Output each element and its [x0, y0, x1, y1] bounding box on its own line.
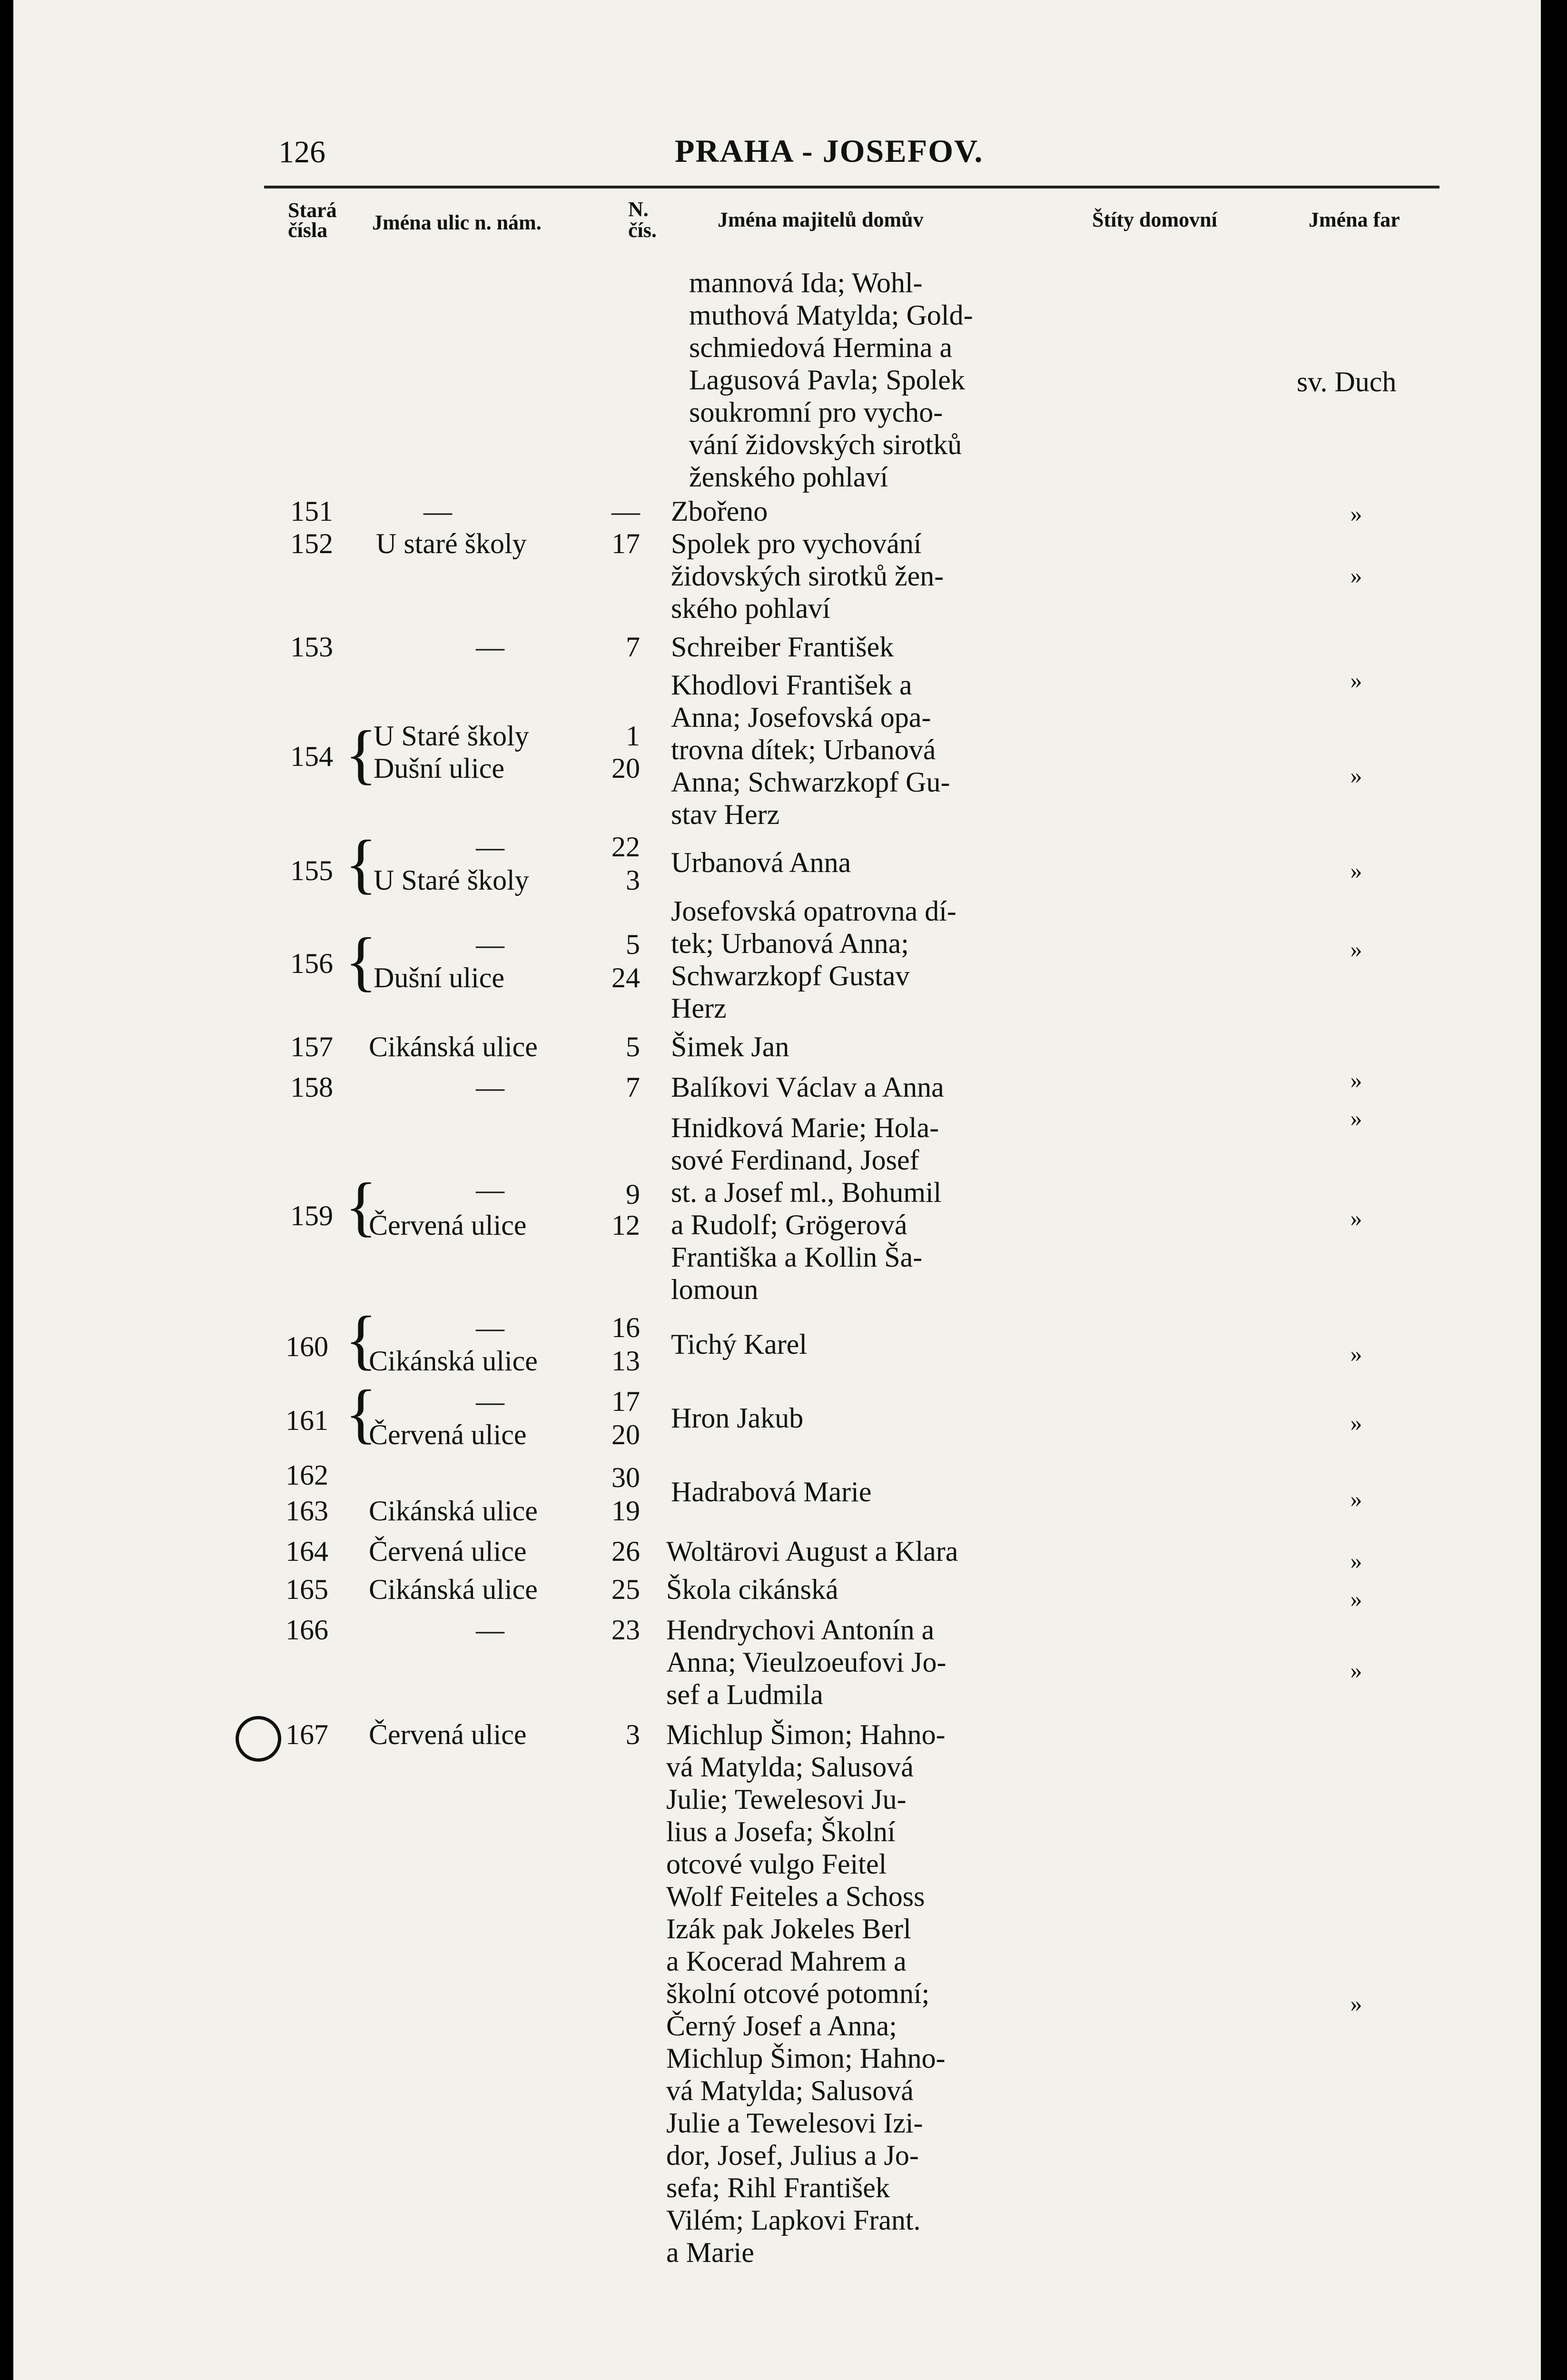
row-153-num: 7 [626, 631, 640, 663]
row-152-far: » [1350, 562, 1362, 589]
row-151-far: » [1350, 500, 1362, 527]
row-164-owners: Woltärovi August a Klara [666, 1536, 958, 1567]
row-158-stara: 158 [290, 1071, 333, 1103]
row-156-num-2: 24 [611, 962, 640, 993]
row-156-street-1: — [476, 929, 504, 960]
row-162-163-street: Cikánská ulice [369, 1495, 538, 1527]
row-156-street-2: Dušní ulice [374, 962, 504, 993]
row-151-stara: 151 [290, 496, 333, 527]
row-166-owners: Hendrychovi Antonín a Anna; Vieulzoeufovi Jo- sef a Ludmila [666, 1614, 946, 1710]
row-159-street-2: Červená ulice [369, 1210, 527, 1241]
row-156-far: » [1350, 936, 1362, 962]
row-159-stara: 159 [290, 1200, 333, 1231]
row-153-far: » [1350, 667, 1362, 694]
row-152-owners: Spolek pro vychování židovských sirotků žen- ského pohlaví [671, 528, 944, 624]
row-152-street: U staré školy [376, 528, 527, 559]
row-160-far: » [1350, 1340, 1362, 1367]
row-151-num: — [611, 496, 640, 527]
row-156-brace: { [345, 924, 377, 998]
row-166-num: 23 [611, 1614, 640, 1646]
row-166-far: » [1350, 1657, 1362, 1684]
row-165-num: 25 [611, 1574, 640, 1605]
row-160-street-2: Cikánská ulice [369, 1345, 538, 1377]
row-154-brace: { [345, 717, 377, 791]
row-160-num-2: 13 [611, 1345, 640, 1377]
row-165-street: Cikánská ulice [369, 1574, 538, 1605]
row-156-stara: 156 [290, 948, 333, 979]
circle-mark-icon [236, 1716, 281, 1762]
row-161-far: » [1350, 1409, 1362, 1436]
row-151-street: — [424, 496, 452, 527]
row-155-brace: { [345, 827, 377, 901]
row-158-street: — [476, 1071, 504, 1103]
row-159-owners: Hnidková Marie; Hola- sové Ferdinand, Josef st. a Josef ml., Bohumil a Rudolf; Grögerová Františka a Kollin Ša- lomoun [671, 1112, 942, 1305]
row-160-num-1: 16 [611, 1312, 640, 1343]
row-151-owners: Zbořeno [671, 496, 768, 527]
header-stara-cisla-2: čísla [288, 218, 328, 242]
row-154-street-2: Dušní ulice [374, 753, 504, 784]
row-164-street: Červená ulice [369, 1536, 527, 1567]
row-155-owners: Urbanová Anna [671, 847, 851, 878]
row-153-owners: Schreiber František [671, 631, 894, 663]
header-n-cis-1: N. [628, 198, 649, 221]
row-158-num: 7 [626, 1071, 640, 1103]
row-164-far: » [1350, 1547, 1362, 1574]
row-153-stara: 153 [290, 631, 333, 663]
row-161-num-2: 20 [611, 1419, 640, 1450]
row-154-num-1: 1 [626, 720, 640, 752]
row-152-stara: 152 [290, 528, 333, 559]
page-number: 126 [278, 135, 325, 169]
row-161-num-1: 17 [611, 1386, 640, 1417]
header-stara-cisla-1: Stará [288, 198, 337, 222]
row-155-street-1: — [476, 831, 504, 863]
row-157-owners: Šimek Jan [671, 1031, 789, 1062]
row-154-stara: 154 [290, 741, 333, 772]
header-majitelu: Jména majitelů domův [718, 208, 924, 231]
header-rule [264, 186, 1439, 188]
row-167-owners: Michlup Šimon; Hahno- vá Matylda; Salusová Julie; Tewelesovi Ju- lius a Josefa; Školní otcové vulgo Feitel Wolf Feiteles a Schoss Izák pak Jokeles Berl a Kocerad Mahrem a školní otcové potomní; Černý Josef a Anna; Michlup Šimon; Hahno- vá Matylda; Salusová Julie a Tewelesovi Izi- dor, Josef, Julius a Jo- sefa; Rihl František Vilém; Lapkovi Frant. a Marie [666, 1719, 946, 2268]
row-154-num-2: 20 [611, 753, 640, 784]
row-166-stara: 166 [286, 1614, 328, 1646]
row-167-far: » [1350, 1990, 1362, 2017]
continuation-owners: mannová Ida; Wohl- muthová Matylda; Gold- schmiedová Hermina a Lagusová Pavla; Spolek soukromní pro vycho- vání židovských sirotků ženského pohlaví [689, 267, 973, 493]
row-161-street-2: Červená ulice [369, 1419, 527, 1450]
row-164-stara: 164 [286, 1536, 328, 1567]
row-163-num: 19 [611, 1495, 640, 1527]
row-158-owners: Balíkovi Václav a Anna [671, 1071, 944, 1103]
row-155-num-2: 3 [626, 864, 640, 896]
header-n-cis-2: čís. [628, 218, 657, 242]
row-162-163-far: » [1350, 1486, 1362, 1512]
row-153-street: — [476, 631, 504, 663]
row-152-num: 17 [611, 528, 640, 559]
header-far: Jména far [1309, 208, 1400, 231]
row-167-street: Červená ulice [369, 1719, 527, 1750]
row-159-far-1: » [1350, 1105, 1362, 1131]
row-155-stara: 155 [290, 855, 333, 886]
row-159-num-2: 12 [611, 1210, 640, 1241]
row-160-stara: 160 [286, 1331, 328, 1362]
far-sv-duch: sv. Duch [1297, 366, 1397, 397]
row-157-street: Cikánská ulice [369, 1031, 538, 1062]
row-159-street-1: — [476, 1174, 504, 1205]
row-160-street-1: — [476, 1312, 504, 1343]
row-158-far: » [1350, 1067, 1362, 1093]
row-156-owners: Josefovská opatrovna dí- tek; Urbanová Anna; Schwarzkopf Gustav Herz [671, 895, 956, 1024]
header-stity: Štíty domovní [1092, 208, 1217, 231]
row-155-street-2: U Staré školy [374, 864, 529, 896]
row-157-stara: 157 [290, 1031, 333, 1062]
row-154-far: » [1350, 762, 1362, 789]
row-155-far: » [1350, 857, 1362, 884]
row-161-street-1: — [476, 1386, 504, 1417]
row-160-owners: Tichý Karel [671, 1329, 808, 1360]
row-162-num: 30 [611, 1462, 640, 1493]
row-159-far-2: » [1350, 1205, 1362, 1231]
header-jmena-ulic: Jména ulic n. nám. [372, 211, 542, 234]
row-154-owners: Khodlovi František a Anna; Josefovská opa- trovna dítek; Urbanová Anna; Schwarzkopf Gu- stav Herz [671, 669, 950, 830]
row-160-brace: { [345, 1303, 377, 1377]
row-165-owners: Škola cikánská [666, 1574, 838, 1605]
row-156-num-1: 5 [626, 929, 640, 960]
row-155-num-1: 22 [611, 831, 640, 863]
row-167-num: 3 [626, 1719, 640, 1750]
row-161-stara: 161 [286, 1405, 328, 1436]
row-167-stara: 167 [286, 1719, 328, 1750]
row-163-stara: 163 [286, 1495, 328, 1527]
row-162-163-owners: Hadrabová Marie [671, 1476, 872, 1507]
row-166-street: — [476, 1614, 504, 1646]
page-title: PRAHA - JOSEFOV. [675, 133, 984, 169]
row-165-far: » [1350, 1586, 1362, 1612]
row-164-num: 26 [611, 1536, 640, 1567]
row-161-brace: { [345, 1377, 377, 1450]
row-159-num-1: 9 [626, 1179, 640, 1210]
row-162-stara: 162 [286, 1459, 328, 1491]
row-159-brace: { [345, 1170, 377, 1243]
row-154-street-1: U Staré školy [374, 720, 529, 752]
row-157-num: 5 [626, 1031, 640, 1062]
row-165-stara: 165 [286, 1574, 328, 1605]
row-161-owners: Hron Jakub [671, 1402, 804, 1434]
